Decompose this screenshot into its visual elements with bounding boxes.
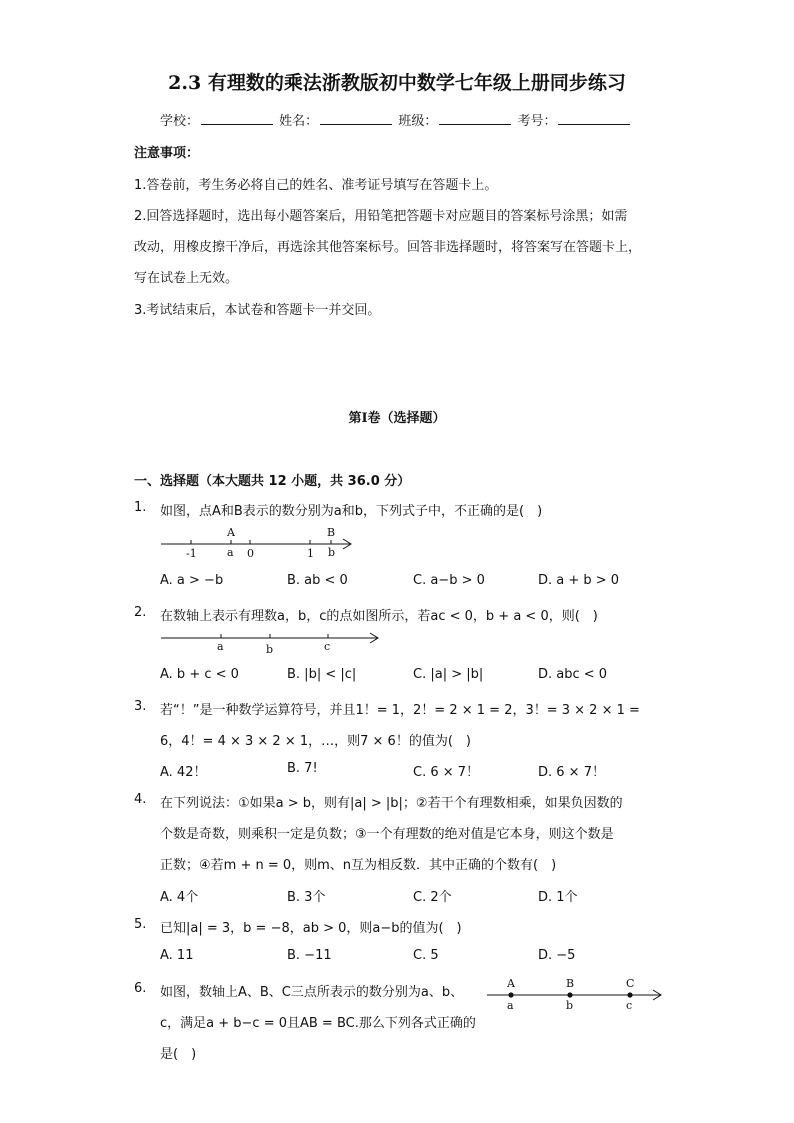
q2-point-b-label: b — [266, 643, 274, 656]
q6-number-line — [485, 974, 665, 1014]
q4-option-C[interactable]: C. 2个 — [413, 890, 452, 905]
q3-number: 3. — [134, 699, 147, 714]
notes-heading: 注意事项： — [134, 146, 200, 161]
q3-text-line-1: 若“！”是一种数学运算符号，并且1！= 1，2！= 2 × 1 = 2，3！= 3 × 2 × 1 = — [160, 703, 640, 718]
note-2-line-2: 改动，用橡皮擦干净后，再选涂其他答案标号。回答非选择题时，将答案写在答题卡上， — [134, 240, 642, 255]
q1-point-a-label: a — [227, 546, 234, 559]
note-1: 1.答卷前，考生务必将自己的姓名、准考证号填写在答题卡上。 — [134, 178, 498, 193]
q5-option-C[interactable]: C. 5 — [413, 948, 439, 963]
q4-option-D[interactable]: D. 1个 — [538, 890, 578, 905]
q1-option-D[interactable]: D. a + b > 0 — [538, 573, 620, 588]
q2-point-c-label: c — [324, 640, 331, 653]
q5-text: 已知|a| = 3，b = −8，ab > 0，则a−b的值为( ) — [160, 921, 462, 936]
q4-text-line-1: 在下列说法：①如果a > b，则有|a| > |b|；②若干个有理数相乘，如果负因数的 — [160, 796, 623, 811]
q6-text-line-3: 是( ) — [160, 1047, 197, 1062]
q1-tick-zero: 0 — [247, 547, 254, 560]
class-label: 班级： — [398, 114, 438, 129]
q6-point-b-label: b — [566, 999, 574, 1012]
q4-option-A[interactable]: A. 4个 — [160, 890, 199, 905]
q5-number: 5. — [134, 917, 147, 932]
class-blank — [439, 112, 511, 125]
q1-option-C[interactable]: C. a−b > 0 — [413, 573, 485, 588]
q5-option-D[interactable]: D. −5 — [538, 948, 576, 963]
note-3: 3.考试结束后，本试卷和答题卡一并交回。 — [134, 303, 381, 318]
q6-text-line-1: 如图，数轴上A、B、C三点所表示的数分别为a、b、 — [160, 985, 464, 1000]
q3-option-B[interactable]: B. 7! — [287, 761, 318, 776]
q2-number: 2. — [134, 605, 147, 620]
q6-point-B-label: B — [566, 977, 575, 990]
q1-point-b-label: b — [328, 546, 336, 559]
q2-number-line — [155, 628, 385, 658]
q1-option-A[interactable]: A. a > −b — [160, 573, 224, 588]
school-label: 学校： — [160, 114, 200, 129]
q2-option-B[interactable]: B. |b| < |c| — [287, 667, 357, 682]
exam-number-blank — [558, 112, 630, 125]
section-title: 第Ⅰ卷（选择题） — [348, 411, 446, 426]
q4-text-line-2: 个数是奇数，则乘积一定是负数；③一个有理数的绝对值是它本身，则这个数是 — [160, 827, 614, 842]
q2-point-a-label: a — [217, 640, 224, 653]
q1-number-line — [155, 524, 365, 562]
q3-text-line-2: 6，4！= 4 × 3 × 2 × 1，…，则7 × 6！的值为( ) — [160, 734, 471, 749]
q6-point-A-label: A — [507, 977, 515, 990]
q2-option-C[interactable]: C. |a| > |b| — [413, 667, 484, 682]
q1-point-B-label: B — [327, 526, 336, 539]
q4-text-line-3: 正数；④若m + n = 0，则m、n互为相反数．其中正确的个数有( ) — [160, 858, 557, 873]
q6-point-c-label: c — [626, 999, 633, 1012]
name-blank — [320, 112, 392, 125]
q4-option-B[interactable]: B. 3个 — [287, 890, 326, 905]
q6-point-C-label: C — [626, 977, 635, 990]
q6-text-line-2: c，满足a + b−c = 0且AB = BC.那么下列各式正确的 — [160, 1016, 476, 1031]
note-2-line-1: 2.回答选择题时，选出每小题答案后，用铅笔把答题卡对应题目的答案标号涂黑；如需 — [134, 209, 628, 224]
q3-option-D[interactable]: D. 6 × 7！ — [538, 765, 605, 780]
q3-option-C[interactable]: C. 6 × 7！ — [413, 765, 480, 780]
q2-option-A[interactable]: A. b + c < 0 — [160, 667, 239, 682]
q6-number: 6. — [134, 981, 147, 996]
student-info-row — [160, 110, 632, 129]
page-title: 2.3 有理数的乘法浙教版初中数学七年级上册同步练习 — [168, 72, 626, 94]
q1-tick-minus-one: -1 — [186, 547, 197, 560]
q1-option-B[interactable]: B. ab < 0 — [287, 573, 348, 588]
q1-number: 1. — [134, 500, 147, 515]
q2-text: 在数轴上表示有理数a，b，c的点如图所示，若ac < 0，b + a < 0，则( ) — [160, 609, 598, 624]
q1-tick-one: 1 — [307, 547, 314, 560]
q1-text: 如图，点A和B表示的数分别为a和b，下列式子中，不正确的是( ) — [160, 504, 543, 519]
q2-option-D[interactable]: D. abc < 0 — [538, 667, 608, 682]
q3-option-A[interactable]: A. 42！ — [160, 765, 207, 780]
q4-number: 4. — [134, 792, 147, 807]
q6-point-a-label: a — [507, 999, 514, 1012]
part-heading: 一、选择题（本大题共 12 小题，共 36.0 分） — [134, 474, 411, 489]
q1-point-A-label: A — [227, 526, 235, 539]
school-blank — [201, 112, 273, 125]
note-2-line-3: 写在试卷上无效。 — [134, 271, 239, 286]
q5-option-B[interactable]: B. −11 — [287, 948, 332, 963]
exam-number-label: 考号： — [517, 114, 557, 129]
name-label: 姓名： — [279, 114, 319, 129]
q5-option-A[interactable]: A. 11 — [160, 948, 194, 963]
